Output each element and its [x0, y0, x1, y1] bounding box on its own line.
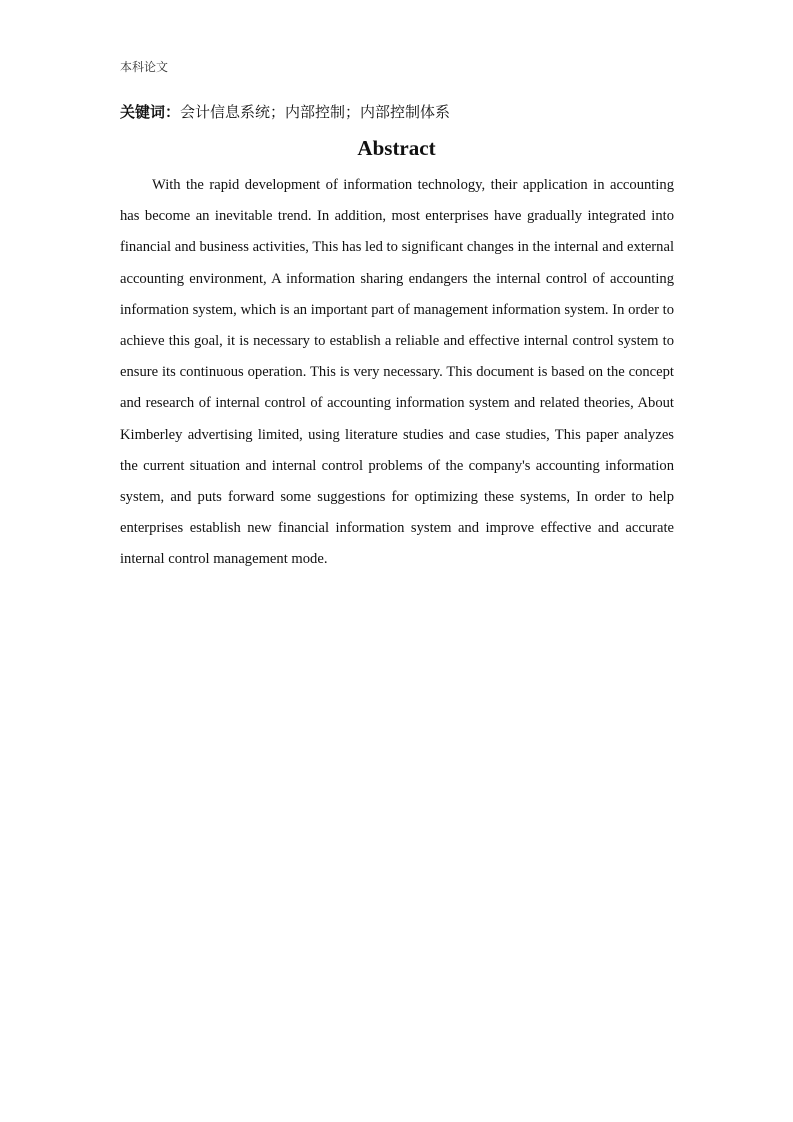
running-header: 本科论文 [120, 60, 169, 74]
keywords-items: 会计信息系统；内部控制；内部控制体系 [180, 103, 451, 121]
keywords-label: 关键词： [120, 103, 181, 121]
abstract-paragraph: With the rapid development of information technology, their application in accounting has become an inevitable trend. In addition, most enterprises have gradually integrated into financial and business activities, This has led to significant changes in the internal and external accounting environment, A information sharing endangers the internal control of accounting information system, which is an important part of management information system. In order to achieve this goal, it is necessary to establish a reliable and effective internal control system to ensure its continuous operation. This is very necessary. This document is based on the concept and research of internal control of accounting information system and related theories, About Kimberley advertising limited, using literature studies and case studies, This paper analyzes the current situation and internal control problems of the company's accounting information system, and puts forward some suggestions for optimizing these systems, In order to help enterprises establish new financial information system and improve effective and accurate internal control management mode. [120, 177, 674, 568]
abstract-body [120, 170, 674, 576]
keywords-line [120, 101, 450, 122]
abstract-heading: Abstract [357, 136, 436, 160]
